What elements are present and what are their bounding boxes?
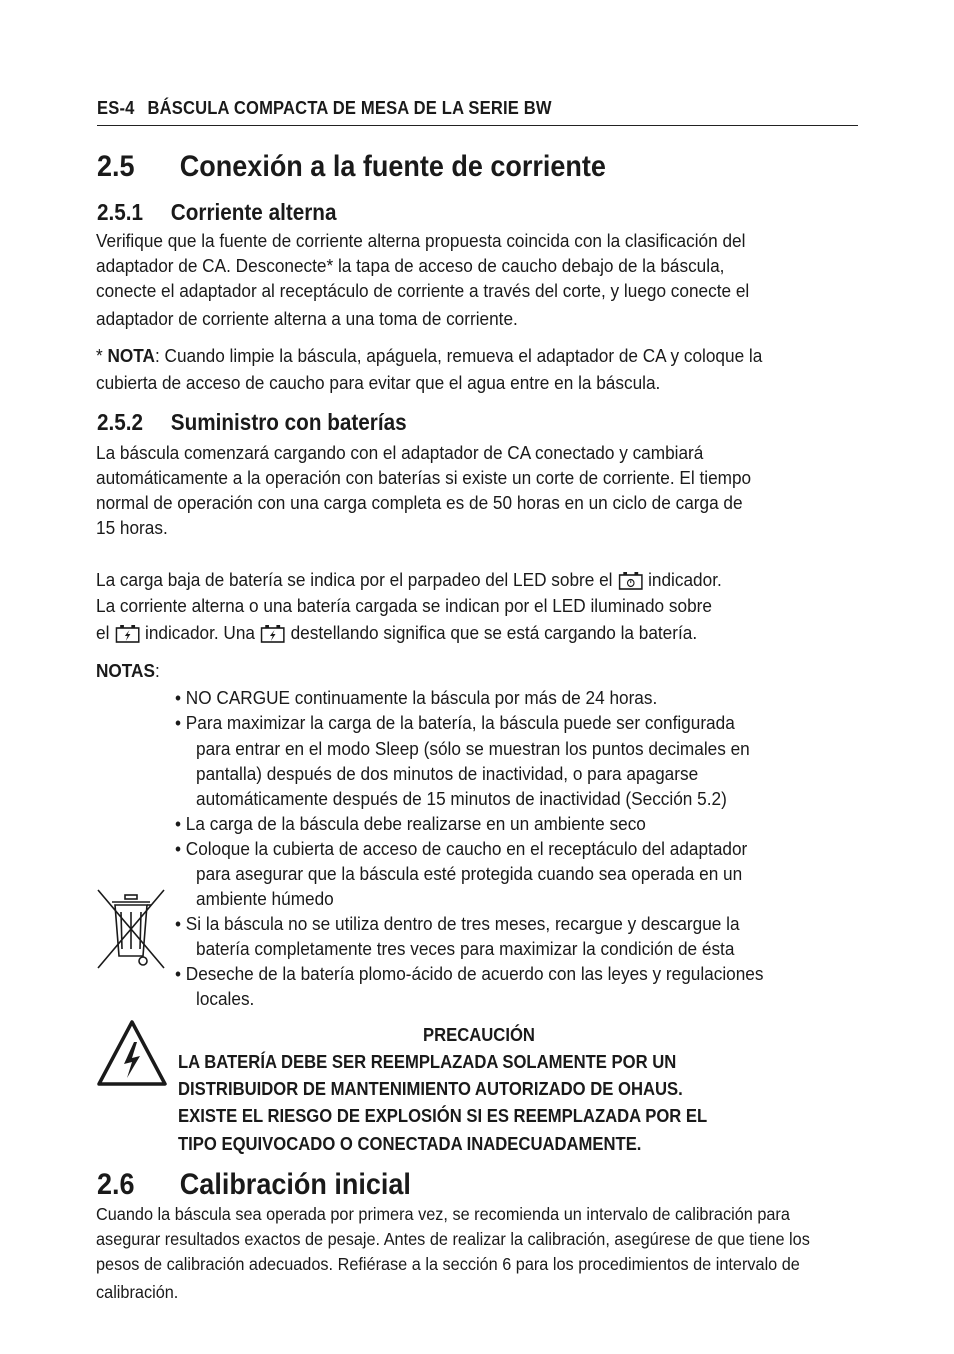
note-line-2: cubierta de acceso de caucho para evitar que el agua entre en la báscula. [96,372,661,393]
list-item: para entrar en el modo Sleep (sólo se muestran los puntos decimales en [196,738,750,759]
list-item: • Para maximizar la carga de la batería, la báscula puede ser configurada [175,712,735,733]
battery-low-icon [617,571,643,591]
header-rule [97,125,858,126]
led-line-3: el indicador. Una destellando significa que se está cargando la batería. [96,622,698,643]
caution-line: EXISTE EL RIESGO DE EXPLOSIÓN SI ES REEMPLAZADA POR EL [178,1105,708,1126]
list-item: • Coloque la cubierta de acceso de caucho en el receptáculo del adaptador [175,838,748,859]
page-number: ES-4 [97,98,135,118]
list-item: • NO CARGUE continuamente la báscula por más de 24 horas. [175,687,658,708]
caution-title: PRECAUCIÓN [423,1024,535,1045]
list-item: • Si la báscula no se utiliza dentro de tres meses, recargue y descargue la [175,913,740,934]
list-item: para asegurar que la báscula esté protegida cuando sea operada en un [196,863,743,884]
list-item: ambiente húmedo [196,888,334,909]
list-item: batería completamente tres veces para maximizar la condición de ésta [196,938,735,959]
caution-line: DISTRIBUIDOR DE MANTENIMIENTO AUTORIZADO DE OHAUS. [178,1078,683,1099]
paragraph-cal-4: calibración. [96,1282,179,1302]
paragraph-bat-1: La báscula comenzará cargando con el adaptador de CA conectado y cambiará [96,442,704,463]
caution-line: TIPO EQUIVOCADO O CONECTADA INADECUADAMENTE. [178,1133,642,1154]
section-heading-2-5-2: 2.5.2 Suministro con baterías [97,409,407,435]
list-item: • Deseche de la batería plomo-ácido de acuerdo con las leyes y regulaciones [175,963,764,984]
document-title: BÁSCULA COMPACTA DE MESA DE LA SERIE BW [147,98,552,118]
led-line-1: La carga baja de batería se indica por el parpadeo del LED sobre el indicador. [96,569,722,590]
battery-charge-icon [114,624,140,644]
paragraph-ac-1: Verifique que la fuente de corriente alterna propuesta coincida con la clasificación del [96,230,746,251]
list-item: • La carga de la báscula debe realizarse en un ambiente seco [175,813,646,834]
list-item: locales. [196,988,255,1009]
paragraph-bat-2: automáticamente a la operación con baterías si existe un corte de corriente. El tiempo [96,467,752,488]
led-line-2: La corriente alterna o una batería cargada se indican por el LED iluminado sobre [96,595,712,616]
paragraph-ac-4: adaptador de corriente alterna a una toma de corriente. [96,308,518,329]
paragraph-cal-1: Cuando la báscula sea operada por primera vez, se recomienda un intervalo de calibración para [96,1204,790,1224]
paragraph-bat-4: 15 horas. [96,517,168,538]
notes-label: NOTAS: [96,660,160,681]
caution-line: LA BATERÍA DEBE SER REEMPLAZADA SOLAMENTE POR UN [178,1051,677,1072]
note-line-1: * NOTA: Cuando limpie la báscula, apáguela, remueva el adaptador de CA y coloque la [96,345,763,366]
list-item: automáticamente después de 15 minutos de inactividad (Sección 5.2) [196,788,727,809]
page-header [97,98,552,119]
paragraph-ac-2: adaptador de CA. Desconecte* la tapa de acceso de caucho debajo de la báscula, [96,255,725,276]
list-item: pantalla) después de dos minutos de inactividad, o para apagarse [196,763,699,784]
paragraph-bat-3: normal de operación con una carga completa es de 50 horas en un ciclo de carga de [96,492,743,513]
section-heading-2-5-1: 2.5.1 Corriente alterna [97,199,337,225]
section-heading-2-6: 2.6 Calibración inicial [97,1168,411,1201]
paragraph-cal-3: pesos de calibración adecuados. Refiérase a la sección 6 para los procedimientos de intervalo de [96,1254,800,1274]
paragraph-ac-3: conecte el adaptador al receptáculo de corriente a través del corte, y luego conecte el [96,280,750,301]
note-label: NOTA [107,345,155,366]
section-heading-2-5: 2.5 Conexión a la fuente de corriente [97,150,606,183]
crossed-bin-icon [96,888,166,970]
battery-charge-icon [260,624,286,644]
paragraph-cal-2: asegurar resultados exactos de pesaje. Antes de realizar la calibración, asegúrese de que tiene los [96,1229,810,1249]
electric-hazard-icon [96,1018,168,1088]
